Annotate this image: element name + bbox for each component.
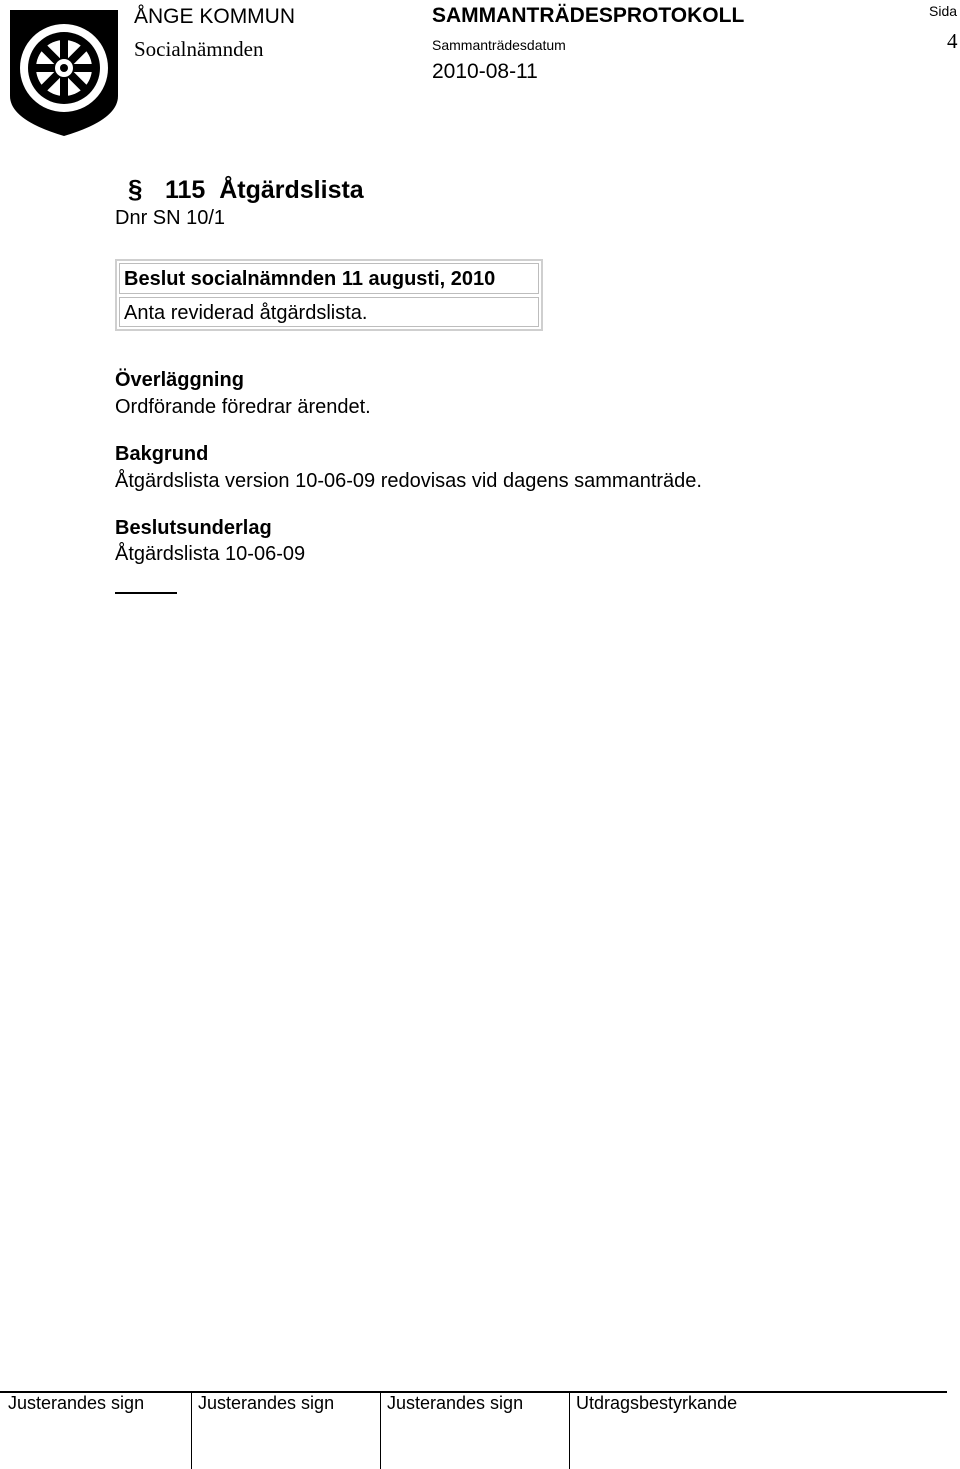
deliberation-text: Ordförande föredrar ärendet. [115, 396, 371, 418]
paragraph-sign: § [128, 174, 143, 204]
municipal-wheel-crest-icon [8, 8, 120, 138]
municipality-name: ÅNGE KOMMUN [134, 5, 296, 28]
signature-field-2: Justerandes sign [198, 1393, 335, 1413]
footer-column-divider [569, 1392, 570, 1469]
deliberation-heading: Överläggning [115, 369, 244, 391]
document-type: SAMMANTRÄDESPROTOKOLL [432, 4, 745, 27]
footer-column-divider [380, 1392, 381, 1469]
meeting-date-value: 2010-08-11 [432, 60, 538, 83]
department-name: Socialnämnden [134, 37, 264, 61]
background-heading: Bakgrund [115, 443, 209, 465]
section-end-divider [115, 592, 177, 594]
page-label: Sida [929, 3, 958, 19]
page-number: 4 [947, 29, 958, 53]
decision-box [115, 259, 543, 331]
footer-column-divider [191, 1392, 192, 1469]
background-text: Åtgärdslista version 10-06-09 redovisas vid dagens sammanträde. [115, 470, 702, 492]
meeting-date-label: Sammanträdesdatum [432, 37, 566, 53]
decision-basis-text: Åtgärdslista 10-06-09 [115, 543, 306, 565]
case-number: Dnr SN 10/1 [115, 207, 226, 229]
decision-basis-heading: Beslutsunderlag [115, 517, 272, 539]
extract-certification-field: Utdragsbestyrkande [576, 1393, 738, 1413]
signature-field-1: Justerandes sign [8, 1393, 145, 1413]
signature-field-3: Justerandes sign [387, 1393, 524, 1413]
decision-text: Anta reviderad åtgärdslista. [119, 297, 539, 327]
section-title: 115 Åtgärdslista [165, 176, 364, 204]
decision-title: Beslut socialnämnden 11 augusti, 2010 [119, 263, 539, 294]
